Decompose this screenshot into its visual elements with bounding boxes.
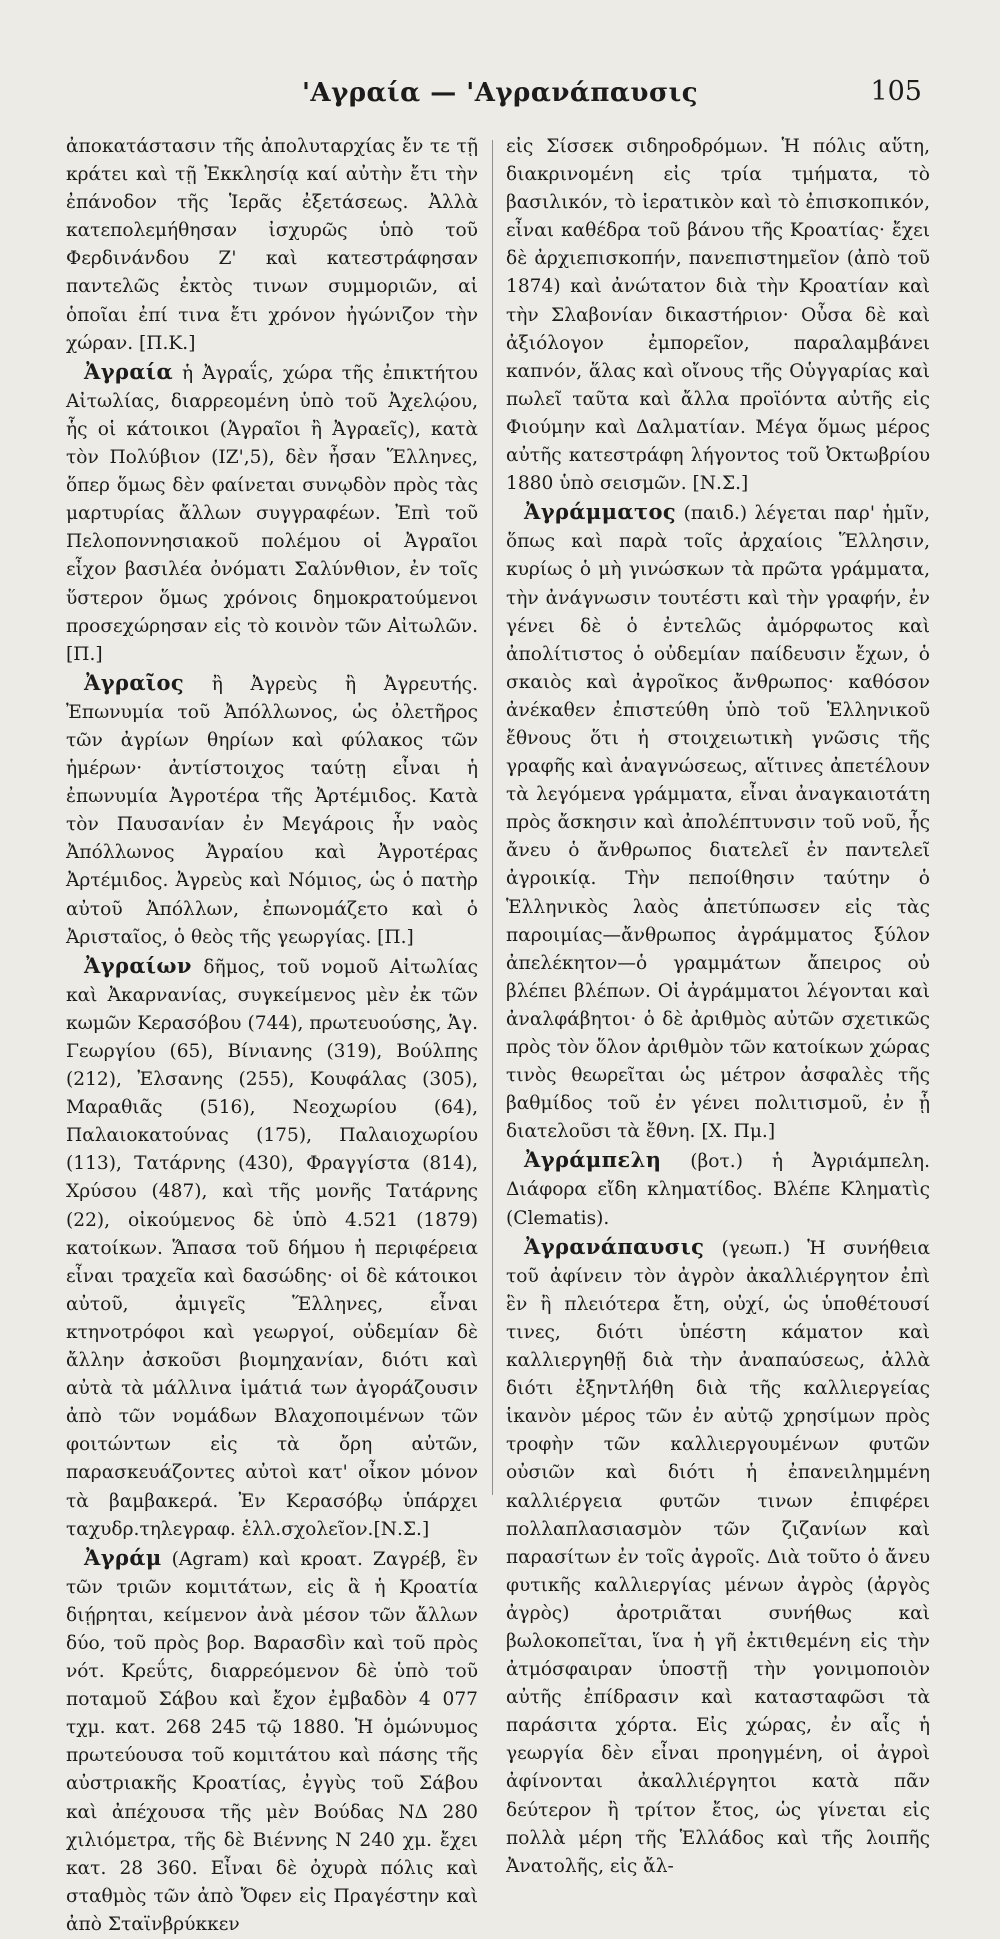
entry-text: εἰς Σίσσεκ σιδηροδρόμων. Ἡ πόλις αὕτη, διακρινομένη εἰς τρία τμήματα, τὸ βασιλικόν, τὸ ἱερατικὸν καὶ τὸ ἐπισκοπικόν, εἶναι καθέδρα τοῦ βάνου τῆς Κροατίας· ἔχει δὲ ἀρχιεπισκοπήν, πανεπιστημεῖον (ἀπὸ τοῦ 1874) καὶ ἀνώτατον διὰ τὴν Κροατίαν καὶ τὴν Σλαβονίαν δικαστήριον· Οὖσα δὲ καὶ ἀξιόλογον ἐμπορεῖον, παραλαμβάνει καπνόν, ἅλας καὶ οἴνους τῆς Οὑγγαρίας καὶ πωλεῖ ταῦτα καὶ ἄλλα προϊόντα αὐτῆς εἰς Φιούμην καὶ Δαλματίαν. Μέγα ὅμως μέρος αὐτῆς κατεστράφη λήγοντος τοῦ Ὀκτωβρίου 1880 ὑπὸ σεισμῶν. [Ν.Σ.] — [506, 136, 930, 495]
entry-continuation — [66, 133, 478, 358]
page-header — [0, 74, 1000, 114]
entry-agraion — [66, 952, 478, 1544]
entry-text: ἀποκατάστασιν τῆς ἀπολυταρχίας ἔν τε τῇ κράτει καὶ τῇ Ἐκκλησίᾳ καί αὐτὴν ἔτι τὴν ἐπάνοδον τῆς Ἱερᾶς ἐξετάσεως. Ἀλλὰ κατεπολεμήθησαν ἰσχυρῶς ὑπὸ τοῦ Φερδινάνδου Ζ' καὶ κατεστράφησαν παντελῶς ἐκτὸς τινων συμμοριῶν, αἱ ὁποῖαι ἐπί τινα ἔτι χρόνον ἠγώνιζον τὴν χώραν. [Π.Κ.] — [66, 136, 478, 354]
headword: Ἀγραῖος — [84, 669, 185, 695]
entry-agranapausis — [506, 1233, 930, 1881]
entry-text: (γεωπ.) Ἡ συνήθεια τοῦ ἀφίνειν τὸν ἀγρὸν ἀκαλλιέργητον ἐπὶ ἓν ἢ πλειότερα ἔτη, οὐχί, ὡς ὑποθέτουσί τινες, διότι ὑπέστη κάματον καὶ καλλιεργηθῇ διὰ τὴν ἀναπαύσεως, ἀλλὰ διότι ἐξηντλήθη διὰ τῆς καλλιεργείας ἱκανὸν μέρος τῶν ἐν αὐτῷ χρησίμων πρὸς τροφὴν τῶν καλλιεργουμένων φυτῶν οὐσιῶν καὶ διότι ἡ ἐπανειλημμένη καλλιέργεια φυτῶν τινων ἐπιφέρει πολλαπλασιασμὸν τῶν ζιζανίων καὶ παρασίτων ἐν τοῖς ἀγροῖς. Διὰ τοῦτο ὁ ἄνευ φυτικῆς καλλιεργίας μένων ἀγρὸς (ἀργὸς ἀγρὸς) ἀροτριᾶται συνήθως καὶ βωλοκοπεῖται, ἵνα ἡ γῆ ἐκτιθεμένη εἰς τὴν ἀτμόσφαιραν ὑποστῇ τὴν γονιμοποιὸν αὐτῆς ἐπίδρασιν καὶ κατασταφῶσι τὰ παράσιτα χόρτα. Εἰς χώρας, ἐν αἷς ἡ γεωργία δὲν εἶναι προηγμένη, οἱ ἀγροὶ ἀφίνονται ἀκαλλιέργητοι κατὰ πᾶν δεύτερον ἢ τρίτον ἔτος, ὡς γίνεται εἰς πολλὰ μέρη τῆς Ἑλλάδος καὶ τῆς λοιπῆς Ἀνατολῆς, εἰς ἄλ- — [506, 1237, 930, 1877]
entry-text: δῆμος, τοῦ νομοῦ Αἰτωλίας καὶ Ἀκαρνανίας, συγκείμενος μὲν ἐκ τῶν κωμῶν Κερασόβου (744), πρωτευούσης, Ἁγ. Γεωργίου (65), Βίνιανης (319), Βούλπης (212), Ἐλσανης (255), Κουφάλας (305), Μαραθιᾶς (516), Νεοχωρίου (64), Παλαιοκατούνας (175), Παλαιοχωρίου (113), Τατάρνης (430), Φραγγίστα (814), Χρύσου (487), καὶ τῆς μονῆς Τατάρνης (22), οἰκούμενος δὲ ὑπὸ 4.521 (1879) κατοίκων. Ἅπασα τοῦ δήμου ἡ περιφέρεια εἶναι τραχεῖα καὶ δασώδης· οἱ δὲ κάτοικοι αὐτοῦ, ἀμιγεῖς Ἕλληνες, εἶναι κτηνοτρόφοι καὶ γεωργοί, οὐδεμίαν δὲ ἄλλην ἀσκοῦσι βιομηχανίαν, διότι καὶ αὐτὰ τὰ μάλλινα ἱμάτιά των ἀγοράζουσιν ἀπὸ τῶν νομάδων Βλαχοποιμένων τῶν φοιτώντων εἰς τὰ ὄρη αὐτῶν, παρασκευάζοντες αὐτοὶ κατ' οἶκον μόνον τὰ βαμβακερά. Ἐν Κερασόβῳ ὑπάρχει ταχυδρ.τηλεγραφ. ἑλλ.σχολεῖον.[Ν.Σ.] — [66, 956, 478, 1540]
entry-agraia — [66, 358, 478, 669]
headword: Ἀγράμπελη — [524, 1147, 662, 1173]
entry-agrampeli — [506, 1146, 930, 1232]
entry-text: (βοτ.) ἡ Ἀγριάμπελη. Διάφορα εἴδη κληματίδος. Βλέπε Κληματὶς (Clematis). — [506, 1151, 930, 1229]
right-column — [506, 133, 930, 1881]
page-number: 105 — [870, 76, 922, 107]
headword: Ἀγραίων — [84, 952, 192, 978]
entry-text: ἢ Ἀγρεὺς ἢ Ἀγρευτής. Ἐπωνυμία τοῦ Ἀπόλλωνος, ὡς ὀλετῆρος τῶν ἀγρίων θηρίων καὶ φύλακος τῶν ἡμέρων· ἀντίστοιχος ταύτῃ εἶναι ἡ ἐπωνυμία Ἀγροτέρα τῆς Ἀρτέμιδος. Κατὰ τὸν Παυσανίαν ἐν Μεγάροις ἦν ναὸς Ἀπόλλωνος Ἀγραίου καὶ Ἀγροτέρας Ἀρτέμιδος. Ἀγρεὺς καὶ Νόμιος, ὡς ὁ πατὴρ αὐτοῦ Ἀπόλλων, ἐπωνομάζετο καὶ ὁ Ἀρισταῖος, ὁ θεὸς τῆς γεωργίας. [Π.] — [66, 673, 478, 948]
entry-text: (Agram) καὶ κροατ. Ζαγρέβ, ἓν τῶν τριῶν κομιτάτων, εἰς ἃ ἡ Κροατία διῄρηται, κείμενον ἀνὰ μέσον τῶν ἄλλων δύο, τοῦ πρὸς βορ. Βαρασδὶν καὶ τοῦ πρὸς νότ. Κρεΰτς, διαρρεόμενον δὲ ὑπὸ τοῦ ποταμοῦ Σάβου καὶ ἔχον ἐμβαδὸν 4 077 τχμ. κατ. 268 245 τῷ 1880. Ἡ ὁμώνυμος πρωτεύουσα τοῦ κομιτάτου καὶ πάσης τῆς αὐστριακῆς Κροατίας, ἐγγὺς τοῦ Σάβου καὶ ἀπέχουσα τῆς μὲν Βούδας ΝΔ 280 χιλιόμετρα, τῆς δὲ Βιέννης Ν 240 χμ. ἔχει κατ. 28 360. Εἶναι δὲ ὀχυρὰ πόλις καὶ σταθμὸς τῶν ἀπὸ Ὄφεν εἰς Πραγέστην καὶ ἀπὸ Σταϊνβρύκκεν — [66, 1548, 478, 1935]
headword: Ἀγρανάπαυσις — [524, 1233, 705, 1259]
entry-agram — [66, 1544, 478, 1939]
entry-continuation — [506, 133, 930, 498]
entry-text: (παιδ.) λέγεται παρ' ἡμῖν, ὅπως καὶ παρὰ τοῖς ἀρχαίοις Ἕλλησιν, κυρίως ὁ μὴ γινώσκων τὰ πρῶτα γράμματα, τὴν ἀνάγνωσιν τουτέστι καὶ τὴν γραφήν, ἐν γένει δὲ ὁ ἐντελῶς ἀμόρφωτος καὶ ἀπολίτιστος ὁ οὐδεμίαν παίδευσιν ἔχων, ὁ σκαιὸς καὶ ἀγροῖκος ἄνθρωπος· καθόσον ἀνέκαθεν ἐπιστεύθη ὑπὸ τοῦ Ἑλληνικοῦ ἔθνους ὅτι ἡ στοιχειωτικὴ γνῶσις τῆς γραφῆς καὶ ἀναγνώσεως, αἵτινες ἀπετέλουν τὰ λεγόμενα γράμματα, εἶναι ἀναγκαιοτάτη πρὸς ἄσκησιν καὶ ἀπολέπτυνσιν τοῦ νοῦ, ἧς ἄνευ ὁ ἄνθρωπος διατελεῖ ἐν παντελεῖ ἀγροικίᾳ. Τὴν πεποίθησιν ταύτην ὁ Ἑλληνικὸς λαὸς ἀπετύπωσεν εἰς τὰς παροιμίας—ἄνθρωπος ἀγράμματος ξύλον ἀπελέκητον—ὁ γραμμάτων ἄπειρος οὐ βλέπει βλέπων. Οἱ ἀγράμματοι λέγονται καὶ ἀναλφάβητοι· ὁ δὲ ἀριθμὸς αὐτῶν σχετικῶς πρὸς τὸν ὅλον ἀριθμὸν τῶν κατοίκων χώρας τινὸς θεωρεῖται ὡς μέτρον ἀσφαλὲς τῆς βαθμίδος τοῦ ἐν γένει πολιτισμοῦ, ἐν ᾗ διατελοῦσι τὰ ἔθνη. [Χ. Πμ.] — [506, 503, 930, 1143]
column-divider — [492, 140, 493, 1495]
headword: Ἀγράμ — [84, 1544, 162, 1570]
running-head: 'Αγραία — 'Αγρανάπαυσις — [301, 78, 699, 108]
left-column — [66, 133, 478, 1939]
entry-text: ἡ Ἀγραΐς, χώρα τῆς ἐπικτήτου Αἰτωλίας, διαρρεομένη ὑπὸ τοῦ Ἀχελῴου, ἧς οἱ κάτοικοι (Ἀγραῖοι ἢ Ἀγραεῖς), κατὰ τὸν Πολύβιον (ΙΖ',5), δὲν ἦσαν Ἕλληνες, ὅπερ ὅμως δὲν φαίνεται συνῳδὸν πρὸς τὰς μαρτυρίας ἄλλων συγγραφέων. Ἐπὶ τοῦ Πελοποννησιακοῦ πολέμου οἱ Ἀγραῖοι εἶχον βασιλέα ὀνόματι Σαλύνθιον, ἐν τοῖς ὕστερον ὅμως χρόνοις δημοκρατούμενοι προσεχώρησαν εἰς τὸ κοινὸν τῶν Αἰτωλῶν. [Π.] — [66, 362, 478, 665]
entry-agraios — [66, 669, 478, 952]
entry-agrammatos — [506, 498, 930, 1146]
headword: Ἀγράμματος — [524, 499, 677, 525]
headword: Ἀγραία — [84, 358, 174, 384]
